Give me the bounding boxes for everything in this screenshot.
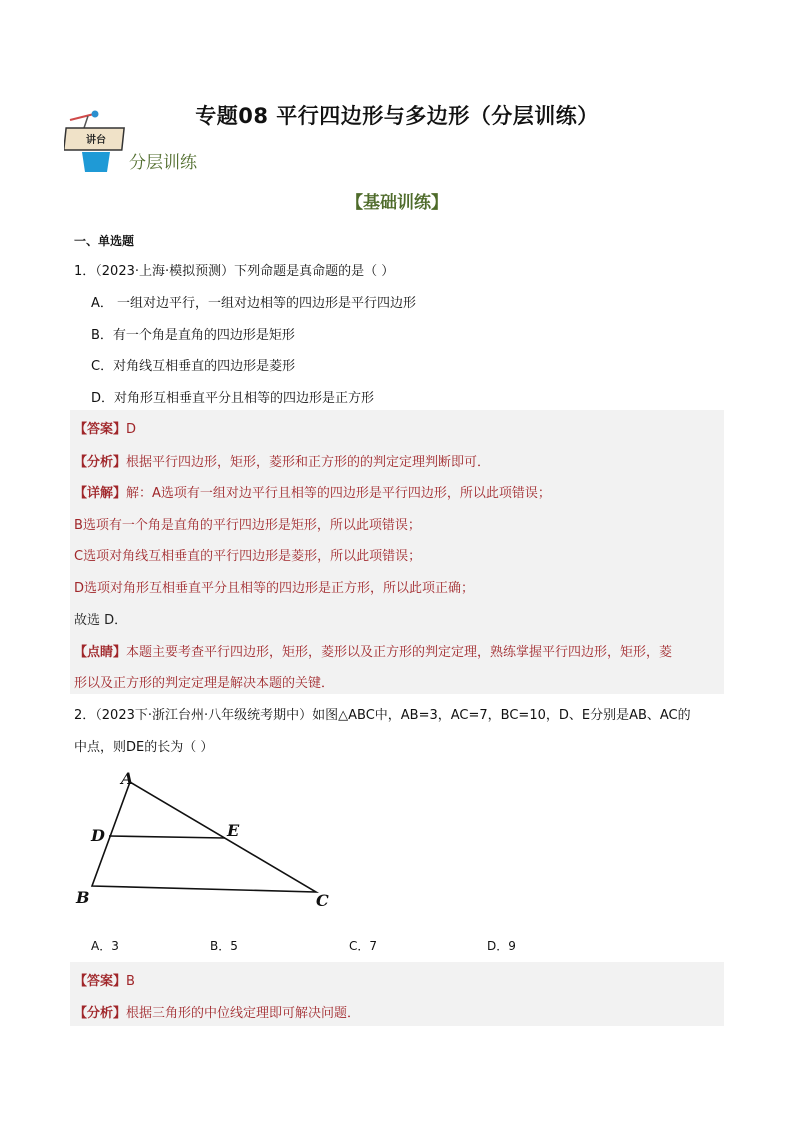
section-label: 分层训练 <box>129 153 197 173</box>
q2-analysis-line <box>74 1002 360 1021</box>
q1-detail-1: 解：A选项有一组对边平行且相等的四边形是平行四边形，所以此项错误； <box>126 486 551 501</box>
vertex-label-a: A <box>121 769 134 788</box>
q1-analysis-line <box>74 451 490 470</box>
q1-comment-tag: 【点睛】 <box>74 645 127 660</box>
q2-choice-c: C．7 <box>349 939 378 953</box>
q1-option-c: C．对角线互相垂直的四边形是菱形 <box>91 359 296 374</box>
q2-analysis-tag: 【分析】 <box>74 1006 127 1021</box>
q1-option-b: B．有一个角是直角的四边形是矩形 <box>91 328 295 343</box>
vertex-label-c: C <box>316 891 329 910</box>
q2-answer: B <box>126 974 135 989</box>
q1-option-a: A． 一组对边平行，一组对边相等的四边形是平行四边形 <box>91 296 417 311</box>
q1-answer-tag: 【答案】 <box>74 422 127 437</box>
q1-detail-5: 故选 D． <box>74 613 128 628</box>
vertex-label-b: B <box>76 888 90 907</box>
level-banner: 【基础训练】 <box>346 193 448 213</box>
triangle-figure <box>72 768 342 918</box>
q1-analysis: 根据平行四边形，矩形，菱形和正方形的的判定定理判断即可． <box>126 455 491 470</box>
vertex-label-d: D <box>91 826 105 845</box>
q1-detail-tag: 【详解】 <box>74 486 127 501</box>
q1-analysis-tag: 【分析】 <box>74 455 127 470</box>
q1-comment-1: 本题主要考查平行四边形，矩形，菱形以及正方形的判定定理，熟练掌握平行四边形，矩形，菱 <box>126 645 673 660</box>
q1-comment-line <box>74 641 672 660</box>
q2-stem-2: 中点，则DE的长为（ ） <box>74 740 214 755</box>
q2-choice-a: A．3 <box>91 939 119 953</box>
page-title: 专题08 平行四边形与多边形（分层训练） <box>195 104 599 128</box>
q1-stem: 1．（2023·上海·模拟预测）下列命题是真命题的是（ ） <box>74 264 395 279</box>
q1-detail-3: C选项对角线互相垂直的平行四边形是菱形，所以此项错误； <box>74 549 422 564</box>
q2-analysis: 根据三角形的中位线定理即可解决问题． <box>126 1006 361 1021</box>
q2-choice-b: B．5 <box>210 939 238 953</box>
q1-comment-2: 形以及正方形的判定定理是解决本题的关键． <box>74 676 335 691</box>
q1-answer: D <box>126 422 137 437</box>
midline-de <box>109 836 225 838</box>
q2-choice-d: D．9 <box>487 939 516 953</box>
podium-logo-icon <box>64 110 130 174</box>
q1-option-d: D．对角形互相垂直平分且相等的四边形是正方形 <box>91 391 375 406</box>
q1-answer-line <box>74 418 136 437</box>
q1-detail-2: B选项有一个角是直角的平行四边形是矩形，所以此项错误； <box>74 518 421 533</box>
section-heading: 一、单选题 <box>74 234 135 248</box>
q1-detail-line <box>74 482 551 501</box>
q2-answer-tag: 【答案】 <box>74 974 127 989</box>
q2-answer-line <box>74 970 135 989</box>
logo-text: 讲台 <box>86 135 106 146</box>
q2-stem-1: 2．（2023下·浙江台州·八年级统考期中）如图△ABC中，AB=3，AC=7，BC=10，D、E分别是AB、AC的 <box>74 708 691 723</box>
vertex-label-e: E <box>227 821 240 840</box>
q1-detail-4: D选项对角形互相垂直平分且相等的四边形是正方形，所以此项正确； <box>74 581 475 596</box>
